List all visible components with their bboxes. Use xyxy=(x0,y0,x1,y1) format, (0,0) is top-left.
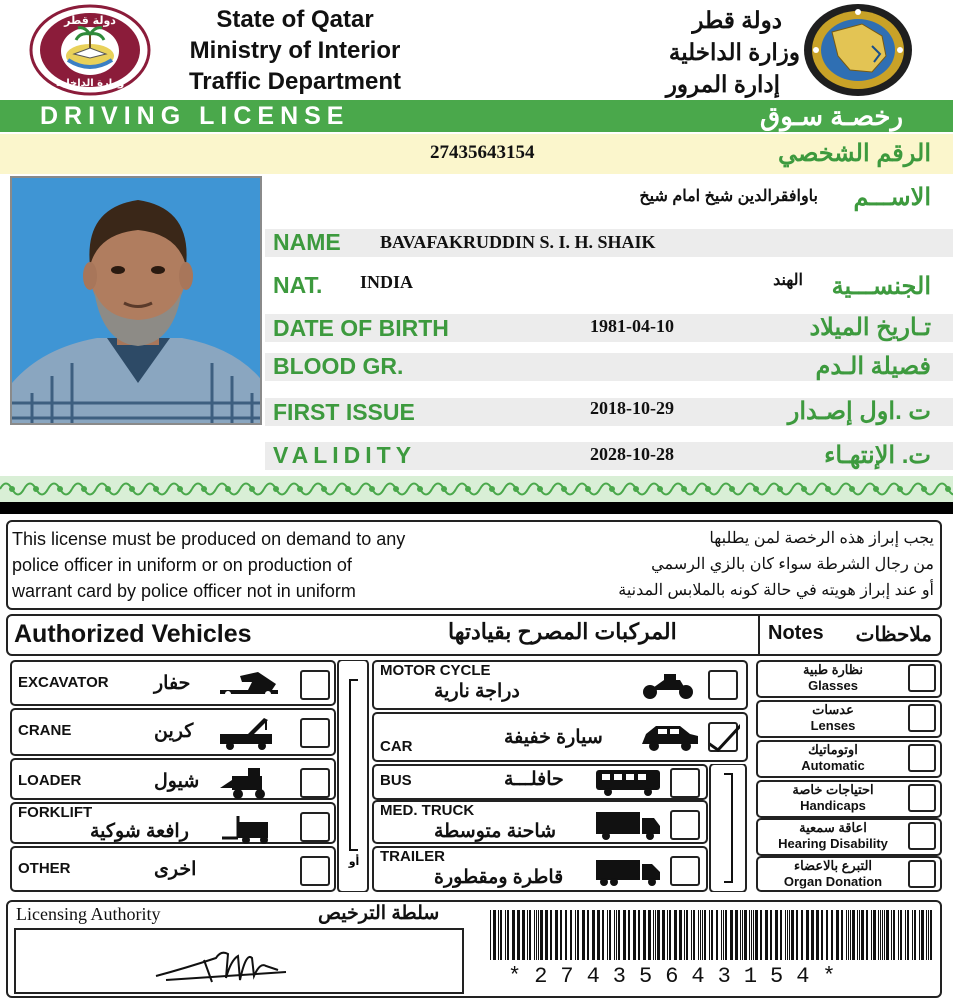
personal-id-value: 27435643154 xyxy=(430,142,535,163)
decorative-pattern xyxy=(0,476,953,502)
vehicle-label-ar: حافلـــة xyxy=(504,769,564,790)
barcode xyxy=(490,910,936,960)
vehicle-cell-car xyxy=(372,712,748,762)
note-label-en: Hearing Disability xyxy=(778,836,888,851)
signature-icon xyxy=(16,930,462,992)
note-label-ar: احتياجات خاصة xyxy=(792,782,874,797)
crane-icon xyxy=(218,716,288,750)
vehicle-label-ar: قاطرة ومقطورة xyxy=(434,867,564,888)
note-label-ar: نظارة طبية xyxy=(802,662,864,677)
vehicle-checkbox[interactable] xyxy=(670,810,700,840)
vehicle-label-en: MED. TRUCK xyxy=(380,802,475,819)
bracket-label: أو xyxy=(348,855,360,868)
vehicle-checkbox[interactable] xyxy=(300,768,330,798)
warning-ar-line: من رجال الشرطة سواء كان بالزي الرسمي xyxy=(651,556,934,573)
note-cell-automatic xyxy=(756,740,942,778)
nationality-label-ar: الجنســـية xyxy=(831,273,931,300)
vehicles-heading-en: Authorized Vehicles xyxy=(14,620,252,648)
bracket-left xyxy=(336,660,372,892)
moi-seal-icon xyxy=(28,4,152,96)
blood-label-ar: فصيلة الـدم xyxy=(815,353,931,380)
vehicle-checkbox[interactable] xyxy=(300,670,330,700)
warning-en-line: police officer in uniform or on production of xyxy=(12,555,352,575)
vehicle-label-en: LOADER xyxy=(18,772,82,789)
card-divider xyxy=(0,502,953,514)
vehicle-label-en: CAR xyxy=(380,738,413,755)
note-cell-hearing-disability xyxy=(756,818,942,856)
note-checkbox[interactable] xyxy=(908,822,936,850)
personal-id-row xyxy=(0,134,953,174)
name-arabic-label: الاســـم xyxy=(853,184,931,211)
note-label-en: Automatic xyxy=(801,758,865,773)
nationality-value-ar: الهند xyxy=(773,272,803,289)
note-cell-handicaps xyxy=(756,780,942,818)
excavator-icon xyxy=(218,668,288,702)
notes-heading-en: Notes xyxy=(768,622,824,644)
warning-en-line: warrant card by police officer not in uniform xyxy=(12,581,356,601)
authority-label-en: Licensing Authority xyxy=(16,904,161,924)
note-cell-organ-donation xyxy=(756,856,942,892)
vehicle-cell-motor-cycle xyxy=(372,660,748,710)
row-dob xyxy=(265,314,953,342)
name-arabic-value: باوافقرالدين شيخ امام شيخ xyxy=(639,188,818,205)
note-label-ar: اوتوماتيك xyxy=(808,742,858,757)
vehicle-cell-forklift xyxy=(10,802,336,844)
header-ministry-ar: وزارة الداخلية xyxy=(668,39,800,65)
dob-label: DATE OF BIRTH xyxy=(273,315,449,341)
vehicle-label-ar: اخرى xyxy=(154,859,197,880)
note-label-en: Lenses xyxy=(810,718,856,733)
vehicle-cell-trailer xyxy=(372,846,708,892)
header-state: State of Qatar xyxy=(216,6,374,33)
note-cell-glasses xyxy=(756,660,942,698)
note-label-ar: عدسات xyxy=(812,702,854,717)
forklift-icon xyxy=(218,812,288,846)
vehicle-cell-bus xyxy=(372,764,708,800)
note-checkbox[interactable] xyxy=(908,784,936,812)
vehicle-label-ar: دراجة نارية xyxy=(434,681,520,702)
warning-english xyxy=(12,526,552,604)
vehicle-label-ar: شيول xyxy=(154,771,200,792)
nationality-label: NAT. xyxy=(273,272,323,298)
seal-text-top: دولة قطر xyxy=(64,14,116,27)
header-arabic xyxy=(560,4,800,100)
notes-heading-ar: ملاحظات xyxy=(855,624,932,646)
validity-label: VALIDITY xyxy=(273,442,417,468)
header-ministry: Ministry of Interior xyxy=(189,37,401,64)
vehicle-checkbox[interactable] xyxy=(300,718,330,748)
vehicle-label-en: CRANE xyxy=(18,722,72,739)
checkmark-icon xyxy=(710,724,740,754)
vehicle-label-en: FORKLIFT xyxy=(18,804,93,821)
header-department: Traffic Department xyxy=(188,68,402,95)
validity-value: 2028-10-28 xyxy=(590,444,674,464)
note-label-ar: اعاقة سمعية xyxy=(799,820,867,835)
vehicle-cell-other xyxy=(10,846,336,892)
vehicles-heading-ar: المركبات المصرح بقيادتها xyxy=(448,619,677,644)
note-label-en: Glasses xyxy=(808,678,858,693)
vehicle-label-en: EXCAVATOR xyxy=(18,674,109,691)
bus-icon xyxy=(594,766,664,800)
personal-id-label-ar: الرقم الشخصي xyxy=(777,140,931,167)
car-icon xyxy=(640,720,710,754)
gcc-emblem-icon xyxy=(802,2,914,98)
loader-icon xyxy=(218,766,288,800)
vehicle-label-ar: سيارة خفيفة xyxy=(504,727,603,748)
first-issue-value: 2018-10-29 xyxy=(590,398,674,418)
first-issue-label-ar: ت .اول إصـدار xyxy=(787,398,931,425)
row-first-issue xyxy=(265,398,953,426)
portrait-image xyxy=(12,178,262,425)
vehicle-cell-excavator xyxy=(10,660,336,706)
vehicle-checkbox[interactable] xyxy=(670,768,700,798)
vehicle-checkbox[interactable] xyxy=(708,670,738,700)
trailer-icon xyxy=(594,854,664,888)
vehicle-checkbox[interactable] xyxy=(708,722,738,752)
row-blood xyxy=(265,353,953,381)
header-english xyxy=(150,4,440,97)
vehicle-label-ar: كرين xyxy=(154,721,194,742)
notes-heading xyxy=(758,614,940,654)
name-value: BAVAFAKRUDDIN S. I. H. SHAIK xyxy=(380,232,656,252)
blood-label: BLOOD GR. xyxy=(273,353,404,379)
truck-icon xyxy=(594,808,664,842)
row-validity xyxy=(265,442,953,470)
motorcycle-icon xyxy=(640,668,710,702)
row-name xyxy=(265,229,953,257)
note-checkbox[interactable] xyxy=(908,704,936,732)
first-issue-label: FIRST ISSUE xyxy=(273,399,415,425)
vehicle-label-en: BUS xyxy=(380,772,412,789)
nationality-value: INDIA xyxy=(360,272,414,292)
vehicle-cell-loader xyxy=(10,758,336,800)
vehicle-label-en: MOTOR CYCLE xyxy=(380,662,491,679)
warning-box xyxy=(6,520,942,610)
warning-ar-line: يجب إبراز هذه الرخصة لمن يطلبها xyxy=(709,530,934,547)
name-label: NAME xyxy=(273,229,341,255)
bracket-right xyxy=(708,764,748,892)
authority-box xyxy=(6,900,942,998)
vehicle-label-en: TRAILER xyxy=(380,848,445,865)
note-cell-lenses xyxy=(756,700,942,738)
vehicle-checkbox[interactable] xyxy=(300,856,330,886)
holder-photo xyxy=(10,176,262,425)
vehicle-label-ar: رافعة شوكية xyxy=(90,821,189,842)
note-checkbox[interactable] xyxy=(908,744,936,772)
warning-arabic xyxy=(554,526,934,604)
vehicle-cell-med-truck xyxy=(372,800,708,844)
note-checkbox[interactable] xyxy=(908,664,936,692)
title-arabic: رخصـة سـوق xyxy=(760,101,903,131)
warning-ar-line: أو عند إبراز هويته في حالة كونه بالملابس المدنية xyxy=(618,582,934,599)
vehicle-label-ar: شاحنة متوسطة xyxy=(434,821,557,842)
note-label-en: Handicaps xyxy=(800,798,866,813)
barcode-text: *27435643154* xyxy=(508,964,849,989)
vehicle-checkbox[interactable] xyxy=(670,856,700,886)
header-department-ar: إدارة المرور xyxy=(665,71,780,97)
warning-en-line: This license must be produced on demand to any xyxy=(12,529,406,549)
seal-text-bottom: وزارة الداخلية xyxy=(55,78,125,89)
vehicle-cell-crane xyxy=(10,708,336,756)
vehicles-header xyxy=(6,614,942,656)
dob-value: 1981-04-10 xyxy=(590,316,674,336)
validity-label-ar: ت. الإنتهـاء xyxy=(824,442,931,469)
vehicle-label-ar: حفار xyxy=(154,673,191,694)
row-nationality xyxy=(265,268,953,302)
note-label-ar: التبرع بالاعضاء xyxy=(793,858,873,873)
title-band xyxy=(0,100,953,132)
header-state-ar: دولة قطر xyxy=(692,7,782,33)
note-checkbox[interactable] xyxy=(908,860,936,888)
dob-label-ar: تـاريخ الميلاد xyxy=(809,314,931,341)
vehicle-checkbox[interactable] xyxy=(300,812,330,842)
note-label-en: Organ Donation xyxy=(783,874,883,889)
row-name-arabic xyxy=(265,180,953,214)
title-english: DRIVING LICENSE xyxy=(40,102,350,130)
authority-label-ar: سلطة الترخيص xyxy=(318,903,440,924)
vehicle-label-en: OTHER xyxy=(18,860,71,877)
signature-box xyxy=(14,928,464,994)
